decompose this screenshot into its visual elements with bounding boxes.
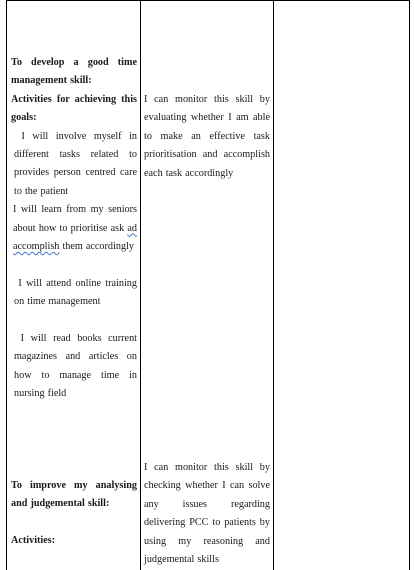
goal-time-management-title: To develop a good time management skill: (11, 57, 137, 87)
goals-column (11, 54, 137, 404)
activity-read-books: I will read books current magazines and articles on how to manage time in nursing field (14, 333, 137, 400)
underlined-phrase: ad accomplish (13, 222, 138, 253)
spacer (11, 256, 137, 274)
table-right-border (409, 0, 410, 570)
goal-analysing-block (11, 477, 137, 551)
spacer (11, 312, 137, 330)
monitor-analysing (144, 459, 270, 569)
column-divider-2 (273, 0, 274, 570)
monitor-text-2: I can monitor this skill by checking whether I can solve any issues regarding delivering PCC to patients by using my reasoning and judgemental skills (144, 462, 270, 566)
activity-learn-from-seniors: I will learn from my seniors about how to prioritise ask ad accomplish them accordingly (13, 204, 138, 253)
activity-online-training: I will attend online training on time management (14, 277, 137, 308)
column-divider-1 (140, 0, 141, 570)
activities-heading-2: Activities: (11, 535, 56, 547)
activity-involve-tasks: I will involve myself in different tasks related to provides person centred care to the patient (14, 130, 138, 197)
monitor-text-1: I can monitor this skill by evaluating whether I am able to make an effective task prioritisation and accomplish each task accordingly (144, 94, 270, 179)
monitor-time-management (144, 91, 270, 183)
goal-analysing-title: To improve my analysing and judgemental skill: (11, 480, 137, 510)
activities-heading-1: Activities for achieving this goals: (11, 93, 137, 124)
spacer (11, 514, 137, 532)
